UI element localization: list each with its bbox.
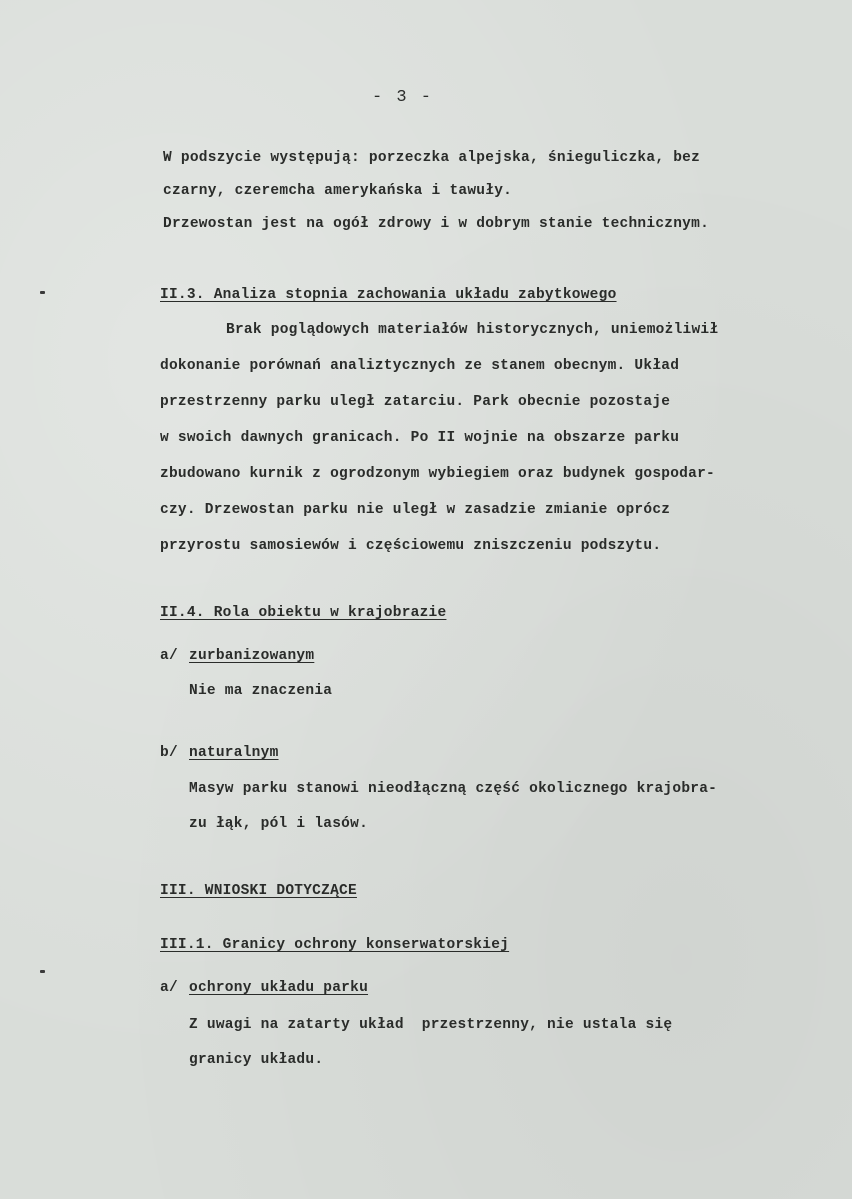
- subsection-title: naturalnym: [189, 745, 279, 761]
- section-heading-3: III. WNIOSKI DOTYCZĄCE: [160, 883, 357, 899]
- list-label: a/: [160, 980, 178, 996]
- body-line: Brak poglądowych materiałów historycznych, uniemożliwił: [226, 322, 719, 338]
- body-line: przyrostu samosiewów i częściowemu zniszczeniu podszytu.: [160, 538, 662, 554]
- body-line: W podszycie występują: porzeczka alpejska, śnieguliczka, bez: [163, 150, 701, 166]
- body-line: zu łąk, pól i lasów.: [189, 816, 369, 832]
- body-line: w swoich dawnych granicach. Po II wojnie na obszarze parku: [160, 430, 680, 446]
- margin-mark: [40, 970, 45, 973]
- margin-mark: [40, 291, 45, 294]
- section-heading-2-3: II.3. Analiza stopnia zachowania układu zabytkowego: [160, 287, 617, 303]
- subsection-title: ochrony układu parku: [189, 980, 369, 996]
- body-line: przestrzenny parku uległ zatarciu. Park obecnie pozostaje: [160, 394, 671, 410]
- subsection-title: zurbanizowanym: [189, 648, 315, 664]
- list-label: b/: [160, 745, 178, 761]
- body-line: Z uwagi na zatarty układ przestrzenny, nie ustala się: [189, 1017, 673, 1033]
- body-line: Drzewostan jest na ogół zdrowy i w dobrym stanie technicznym.: [163, 216, 710, 232]
- list-label: a/: [160, 648, 178, 664]
- body-line: zbudowano kurnik z ogrodzonym wybiegiem oraz budynek gospodar-: [160, 466, 715, 482]
- body-line: Nie ma znaczenia: [189, 683, 333, 699]
- body-line: czy. Drzewostan parku nie uległ w zasadzie zmianie oprócz: [160, 502, 671, 518]
- body-line: dokonanie porównań analiztycznych ze stanem obecnym. Układ: [160, 358, 680, 374]
- body-line: granicy układu.: [189, 1052, 324, 1068]
- section-heading-3-1: III.1. Granicy ochrony konserwatorskiej: [160, 937, 510, 953]
- section-heading-2-4: II.4. Rola obiektu w krajobrazie: [160, 605, 447, 621]
- body-line: Masyw parku stanowi nieodłączną część okolicznego krajobra-: [189, 781, 718, 797]
- body-line: czarny, czeremcha amerykańska i tawuły.: [163, 183, 513, 199]
- page-number: - 3 -: [372, 88, 434, 107]
